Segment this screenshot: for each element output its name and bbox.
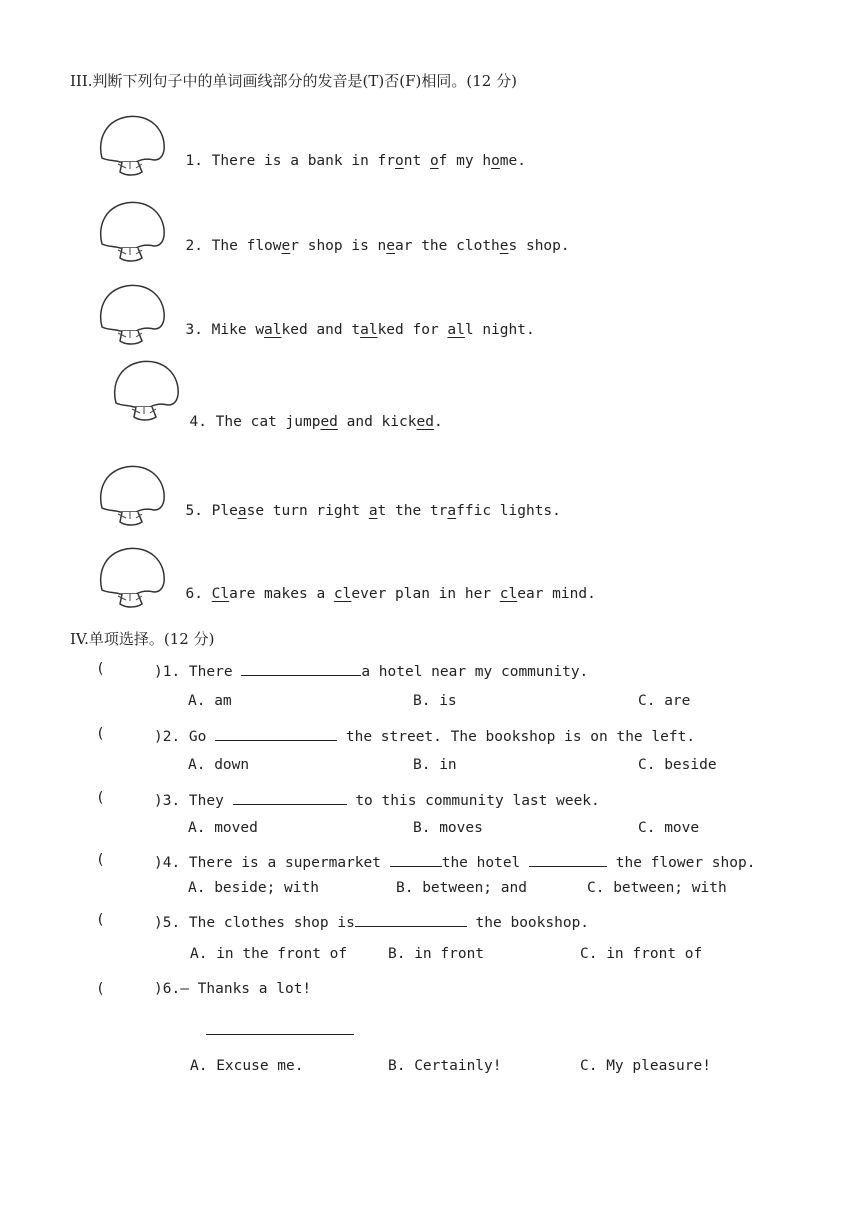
answer-blank[interactable] [355, 912, 467, 927]
sentence-text: The flow [202, 238, 282, 254]
underlined-letters: al [360, 322, 378, 338]
question-text: the hotel [441, 855, 530, 871]
item-number: 1. [185, 153, 203, 169]
item-number: 4. [189, 414, 207, 430]
sentence-text: There is a bank in fr [202, 153, 395, 169]
option-c: C. move [638, 820, 700, 836]
underlined-letters: cl [333, 586, 352, 602]
mushroom-answer-box-icon[interactable] [96, 464, 168, 528]
underlined-letters: a [237, 503, 247, 519]
answer-blank[interactable] [529, 852, 607, 867]
underlined-letters: a [447, 503, 457, 519]
question-text: the street. The bookshop is on the left. [337, 729, 696, 745]
answer-bracket-3[interactable]: ( [96, 790, 105, 806]
question-2 [154, 726, 695, 745]
option-b: B. is [413, 693, 457, 709]
pronunciation-sentence-6 [168, 570, 596, 602]
sentence-text: t the tr [377, 503, 448, 519]
answer-blank[interactable] [233, 790, 347, 805]
question-3 [154, 790, 600, 809]
item-number: 2. [185, 238, 203, 254]
question-text: the flower shop. [607, 855, 756, 871]
answer-blank[interactable] [206, 1020, 354, 1035]
pronunciation-sentence-3 [168, 306, 535, 338]
option-b: B. in [413, 757, 457, 773]
sentence-text: The cat jump [206, 414, 321, 430]
underlined-letters: o [491, 153, 500, 169]
option-b: B. between; and [396, 880, 527, 896]
sentence-text: ear mind. [517, 586, 596, 602]
question-number: )1. [154, 664, 181, 680]
sentence-text: Mike w [202, 322, 265, 338]
underlined-letters: ed [320, 414, 338, 430]
sentence-text: se turn right [246, 503, 369, 519]
option-a: A. in the front of [190, 946, 348, 962]
section-4-title: IV.单项选择。(12 分) [70, 630, 215, 648]
option-c: C. between; with [587, 880, 727, 896]
answer-bracket-5[interactable]: ( [96, 912, 105, 928]
answer-blank[interactable] [215, 726, 337, 741]
item-number: 5. [185, 503, 203, 519]
question-text: a hotel near my community. [361, 664, 589, 680]
sentence-text: Ple [202, 503, 238, 519]
option-a: A. down [188, 757, 250, 773]
sentence-text: ffic lights. [456, 503, 561, 519]
sentence-text: f my h [438, 153, 492, 169]
question-number: )4. [154, 855, 181, 871]
underlined-letters: e [499, 238, 509, 254]
question-5 [154, 912, 589, 931]
pronunciation-sentence-5 [168, 487, 561, 519]
underlined-letters: o [429, 153, 439, 169]
sentence-text: nt [403, 153, 430, 169]
question-text: to this community last week. [346, 793, 600, 809]
section-3-title: III.判断下列句子中的单词画线部分的发音是(T)否(F)相同。(12 分) [70, 72, 517, 90]
question-number: )5. [154, 915, 181, 931]
underlined-letters: al [264, 322, 282, 338]
option-a: A. am [188, 693, 232, 709]
pronunciation-sentence-2 [168, 222, 570, 254]
item-number: 3. [185, 322, 203, 338]
option-a: A. moved [188, 820, 258, 836]
answer-bracket-1[interactable]: ( [96, 661, 105, 677]
underlined-letters: o [395, 153, 404, 169]
question-text: — Thanks a lot! [180, 981, 312, 997]
option-b: B. moves [413, 820, 483, 836]
sentence-text: . [433, 414, 443, 430]
underlined-letters: Cl [211, 586, 230, 602]
mushroom-answer-box-icon[interactable] [96, 200, 168, 264]
answer-bracket-2[interactable]: ( [96, 726, 105, 742]
underlined-letters: al [447, 322, 465, 338]
question-text: There is a supermarket [180, 855, 390, 871]
sentence-text: s shop. [508, 238, 570, 254]
question-6 [154, 981, 311, 997]
sentence-text [203, 586, 212, 602]
option-a: A. Excuse me. [190, 1058, 304, 1074]
underlined-letters: a [368, 503, 378, 519]
option-c: C. My pleasure! [580, 1058, 711, 1074]
option-c: C. in front of [580, 946, 703, 962]
option-b: B. Certainly! [388, 1058, 502, 1074]
underlined-letters: cl [499, 586, 518, 602]
question-text: There [180, 664, 242, 680]
answer-blank[interactable] [390, 852, 442, 867]
option-b: B. in front [388, 946, 485, 962]
sentence-text: ever plan in her [351, 586, 500, 602]
option-a: A. beside; with [188, 880, 319, 896]
sentence-text: are makes a [229, 586, 334, 602]
underlined-letters: ed [416, 414, 434, 430]
pronunciation-sentence-4 [172, 398, 443, 430]
sentence-text: ar the cloth [395, 238, 500, 254]
option-c: C. are [638, 693, 691, 709]
answer-bracket-4[interactable]: ( [96, 852, 105, 868]
pronunciation-sentence-1 [168, 137, 526, 169]
sentence-text: r shop is n [290, 238, 387, 254]
question-text: The clothes shop is [180, 915, 355, 931]
question-1 [154, 661, 588, 680]
question-text: They [180, 793, 233, 809]
option-c: C. beside [638, 757, 717, 773]
sentence-text: l night. [464, 322, 535, 338]
question-number: )2. [154, 729, 181, 745]
sentence-text: and kick [337, 414, 417, 430]
question-4 [154, 852, 755, 871]
mushroom-answer-box-icon[interactable] [96, 283, 168, 347]
mushroom-answer-box-icon[interactable] [96, 114, 168, 178]
mushroom-answer-box-icon[interactable] [96, 546, 168, 610]
sentence-text: me. [499, 153, 526, 169]
question-number: )3. [154, 793, 181, 809]
underlined-letters: e [386, 238, 396, 254]
question-text: the bookshop. [466, 915, 590, 931]
question-number: )6. [154, 981, 181, 997]
answer-blank[interactable] [241, 661, 361, 676]
sentence-text: ked and t [281, 322, 361, 338]
answer-bracket-6[interactable]: ( [96, 981, 105, 997]
question-text: Go [180, 729, 216, 745]
item-number: 6. [185, 586, 203, 602]
underlined-letters: e [281, 238, 291, 254]
sentence-text: ked for [377, 322, 448, 338]
